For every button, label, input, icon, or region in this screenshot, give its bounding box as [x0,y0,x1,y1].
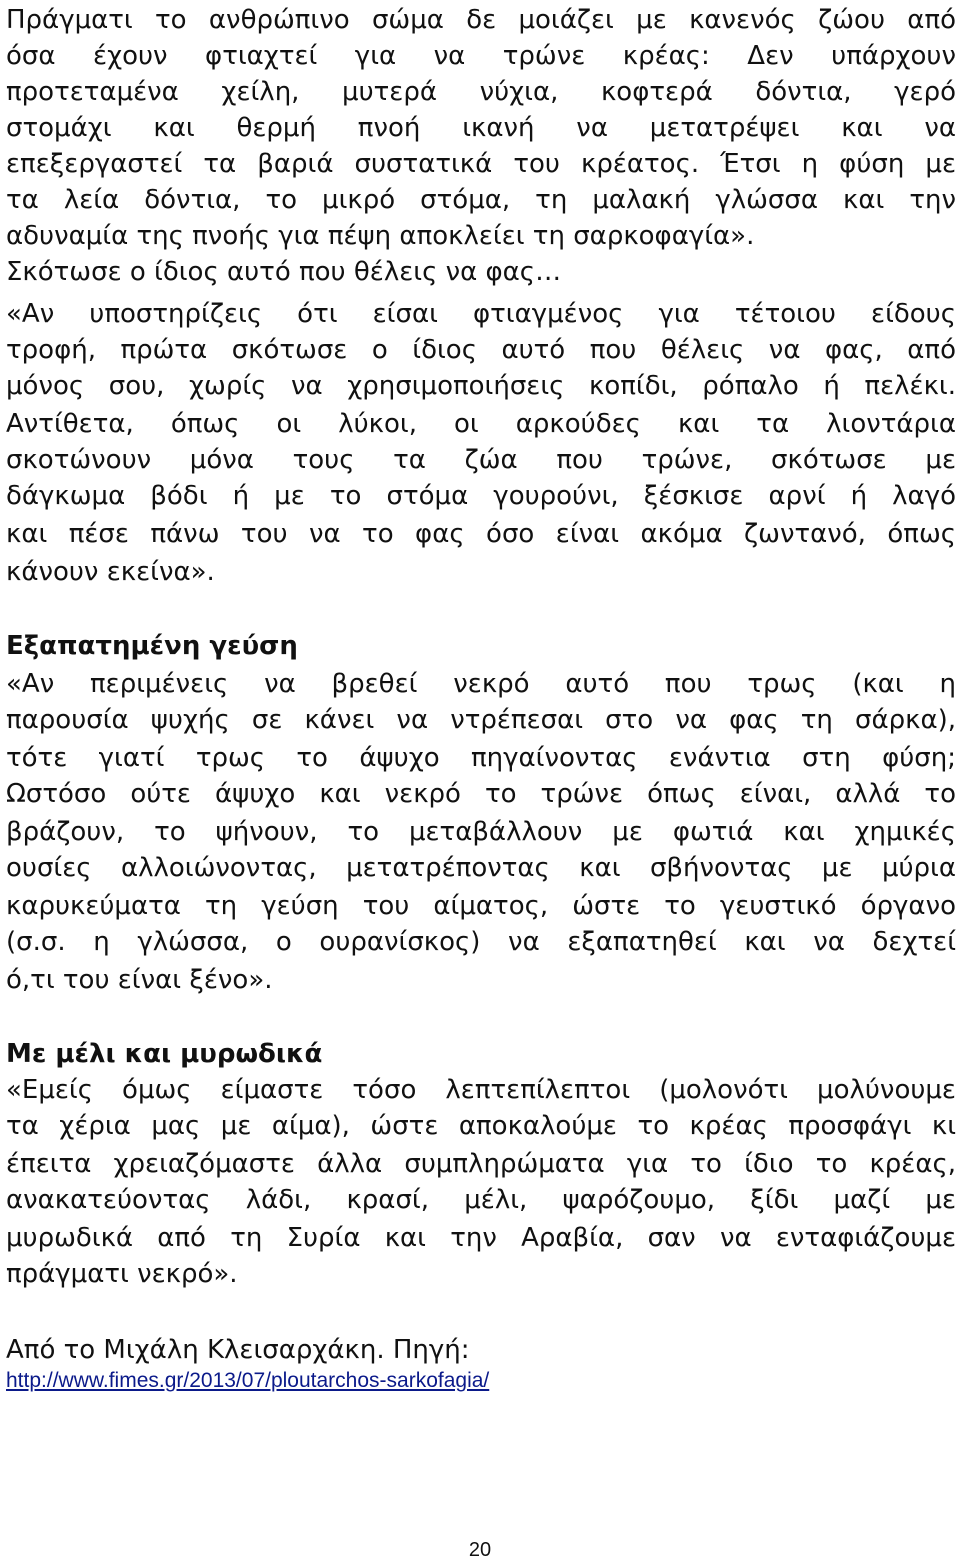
text-line: «Εμείς όμως είμαστε τόσο λεπτεπίλεπτοι (μολονότι μολύνουμε [6,1075,956,1105]
text-line: ό,τι του είναι ξένο». [6,965,273,995]
text-line: όσα έχουν φτιαχτεί για να τρώνε κρέας: Δεν υπάρχουν [6,41,956,71]
text-line: τροφή, πρώτα σκότωσε ο ίδιος αυτό που θέλεις να φας, από [6,335,956,365]
text-line: αδυναμία της πνοής για πέψη αποκλείει τη σαρκοφαγία». [6,221,755,251]
text-line: τα λεία δόντια, το μικρό στόμα, τη μαλακή γλώσσα και την [6,185,956,215]
text-line: τότε γιατί τρως το άψυχο πηγαίνοντας ενάντια στη φύση; [6,743,956,773]
text-line: μυρωδικά από τη Συρία και την Αραβία, σαν να ενταφιάζουμε [6,1223,956,1253]
text-line: καρυκεύματα τη γεύση του αίματος, ώστε το γευστικό όργανο [6,891,956,921]
text-line: «Αν υποστηρίζεις ότι είσαι φτιαγμένος για τέτοιου είδους [6,299,956,329]
text-line: προτεταμένα χείλη, μυτερά νύχια, κοφτερά δόντια, γερό [6,77,956,107]
page-number: 20 [468,1539,492,1561]
text-line: Αντίθετα, όπως οι λύκοι, οι αρκούδες και τα λιοντάρια [6,409,956,439]
text-line: ανακατεύοντας λάδι, κρασί, μέλι, ψαρόζουμο, ξίδι μαζί με [6,1185,956,1215]
text-line: βράζουν, το ψήνουν, το μεταβάλλουν με φωτιά και χημικές [6,817,956,847]
text-line: ουσίες αλλοιώνοντας, μετατρέποντας και σβήνοντας με μύρια [6,853,956,883]
text-line: Πράγματι το ανθρώπινο σώμα δε μοιάζει με κανενός ζώου από [6,5,956,35]
text-line: τα χέρια μας με αίμα), ώστε αποκαλούμε το κρέας προσφάγι κι [6,1111,956,1141]
source-link[interactable]: http://www.fimes.gr/2013/07/ploutarchos-sarkofagia/ [6,1369,490,1392]
text-line: πράγματι νεκρό». [6,1259,238,1289]
text-line: έπειτα χρειαζόμαστε άλλα συμπληρώματα για το ίδιο το κρέας, [6,1149,956,1179]
text-line: δάγκωμα βόδι ή με το στόμα γουρούνι, ξέσκισε αρνί ή λαγό [6,481,956,511]
text-line: κάνουν εκείνα». [6,557,215,587]
section-heading: Με μέλι και μυρωδικά [6,1039,323,1069]
source-text: Από το Μιχάλη Κλεισαρχάκη. Πηγή: [6,1335,470,1365]
text-line: «Αν περιμένεις να βρεθεί νεκρό αυτό που τρως (και η [6,669,956,699]
text-line: στομάχι και θερμή πνοή ικανή να μετατρέψει και να [6,113,956,143]
text-line: παρουσία ψυχής σε κάνει να ντρέπεσαι στο να φας τη σάρκα), [6,705,956,735]
text-line: σκοτώνουν μόνα τους τα ζώα που τρώνε, σκότωσε με [6,445,956,475]
text-line: επεξεργαστεί τα βαριά συστατικά του κρέατος. Έτσι η φύση με [6,149,956,179]
text-line: μόνος σου, χωρίς να χρησιμοποιήσεις κοπίδι, ρόπαλο ή πελέκι. [6,371,956,401]
text-line: Ωστόσο ούτε άψυχο και νεκρό το τρώνε όπως είναι, αλλά το [6,779,956,809]
text-line: και πέσε πάνω του να το φας όσο είναι ακόμα ζωντανό, όπως [6,519,956,549]
text-line: (σ.σ. η γλώσσα, ο ουρανίσκος) να εξαπατηθεί και να δεχτεί [6,927,956,957]
text-line: Σκότωσε ο ίδιος αυτό που θέλεις να φας… [6,257,562,287]
section-heading: Εξαπατημένη γεύση [6,631,298,661]
